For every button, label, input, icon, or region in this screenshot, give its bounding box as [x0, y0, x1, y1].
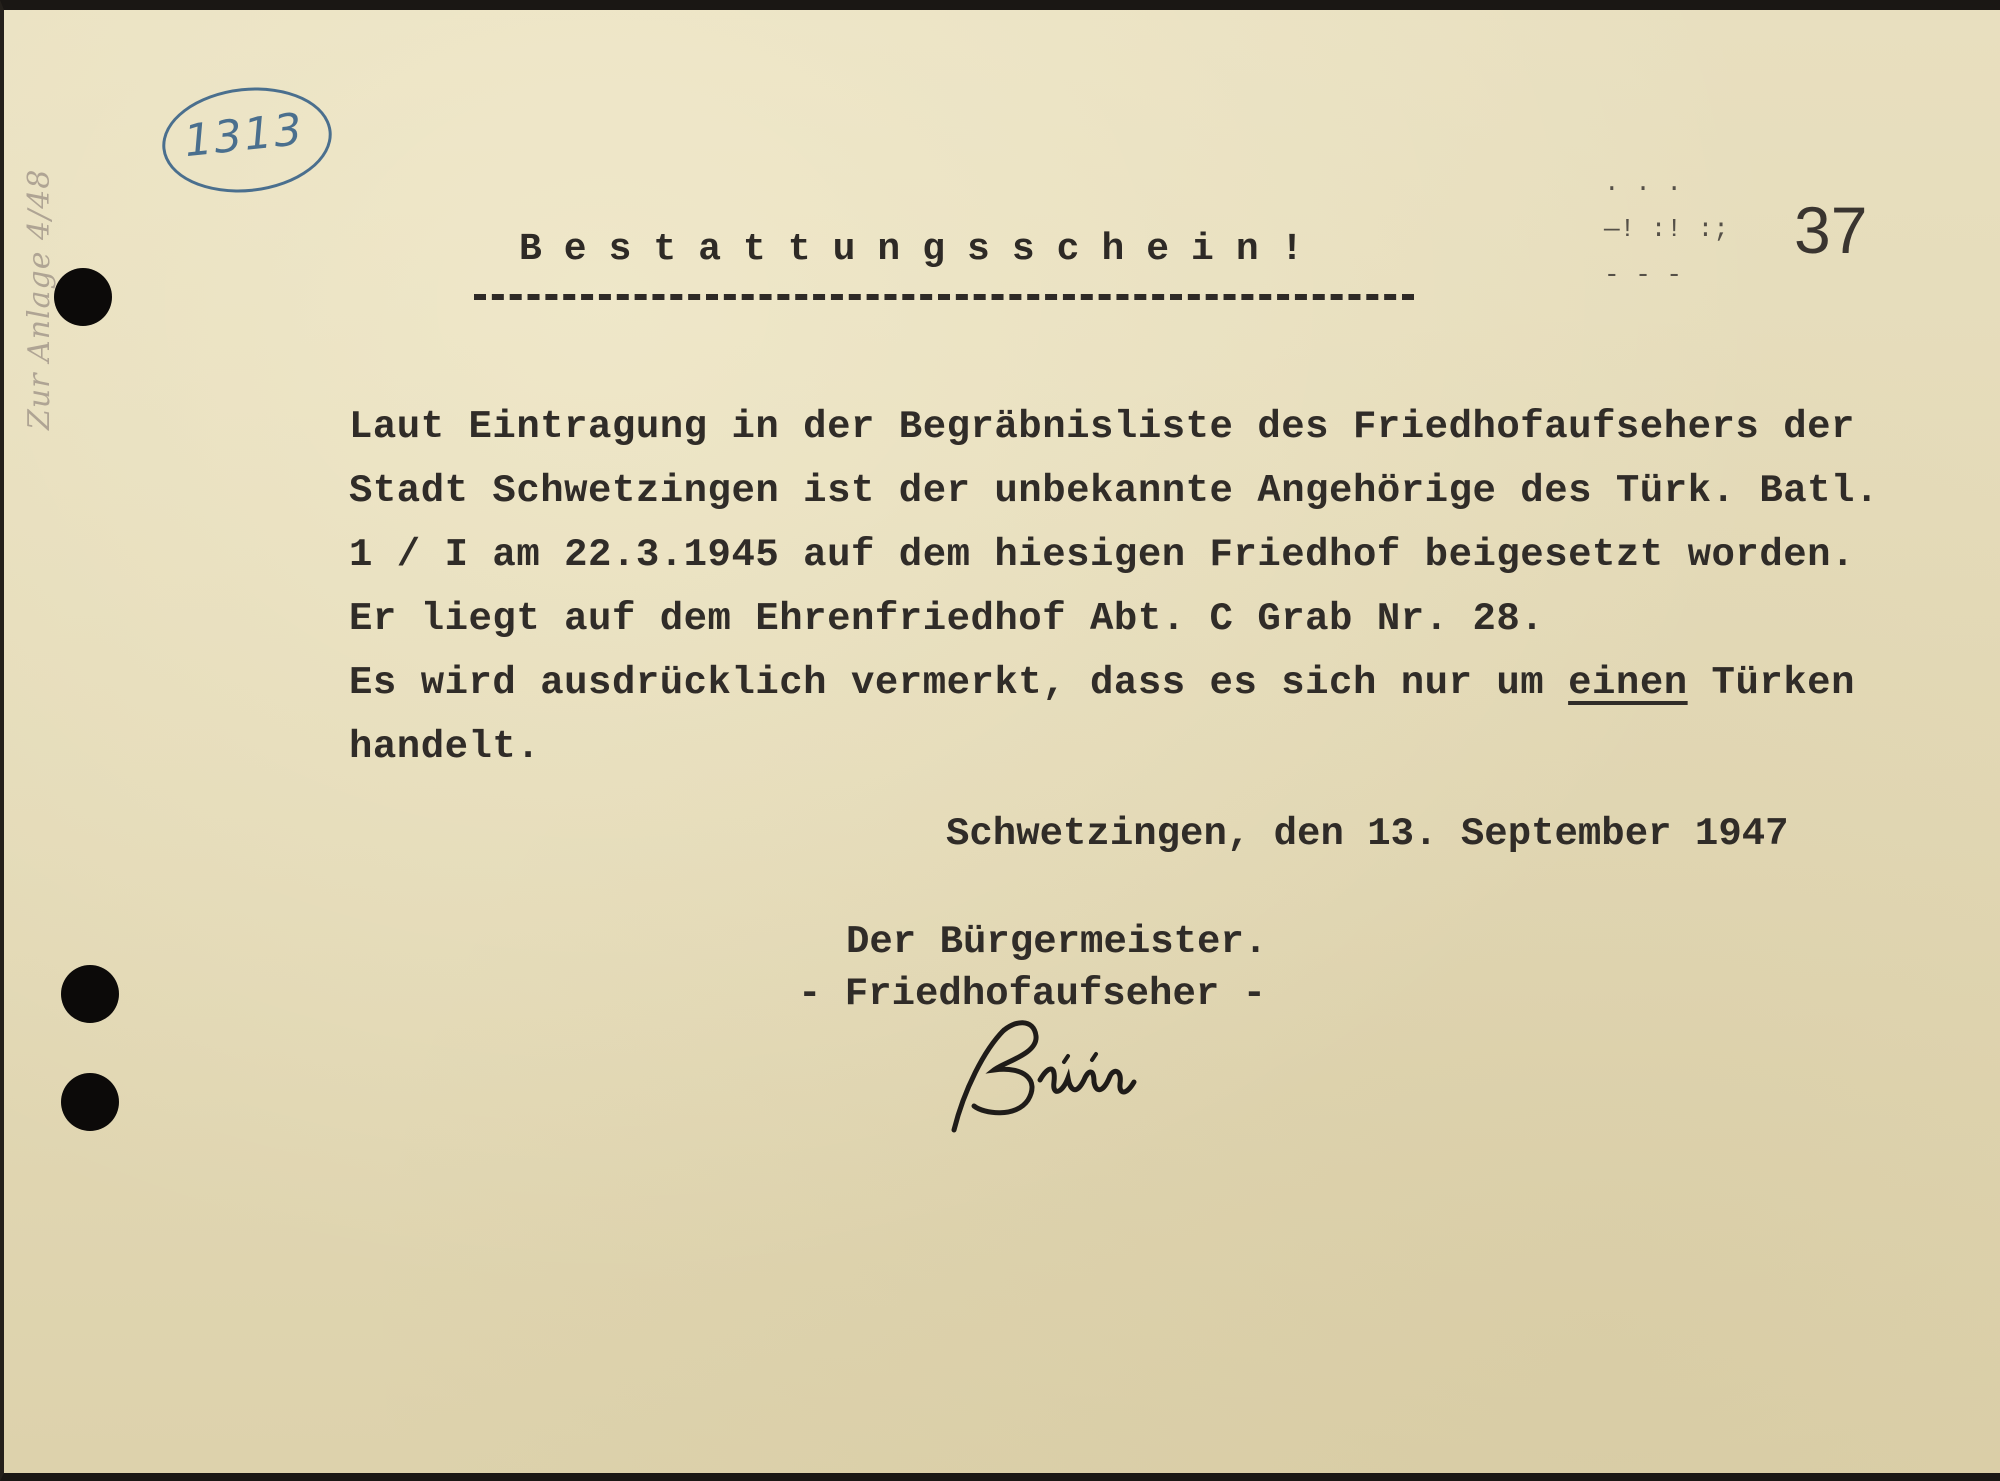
body-line-6: handelt. [349, 725, 541, 769]
handwritten-signature [944, 1010, 1144, 1140]
signer-title: Der Bürgermeister. [846, 920, 1268, 964]
corner-marks: . . . —! :! :; - - - [1604, 168, 1729, 290]
body-line-3: 1 / I am 22.3.1945 auf dem hiesigen Friedhof beigesetzt worden. [349, 533, 1855, 577]
punch-hole-top [54, 268, 112, 326]
body-paragraph [349, 395, 1969, 779]
body-line-2: Stadt Schwetzingen ist der unbekannte Angehörige des Türk. Batl. [349, 469, 1879, 513]
page-number: 37 [1794, 193, 1868, 267]
emphasis-word: einen [1568, 661, 1688, 705]
body-line-1: Laut Eintragung in der Begräbnisliste des Friedhofaufsehers der [349, 405, 1855, 449]
document-title: Bestattungsschein! [519, 228, 1326, 271]
place-date-line: Schwetzingen, den 13. September 1947 [946, 812, 1789, 856]
punch-hole-middle [61, 965, 119, 1023]
body-line-5-start: Es wird ausdrücklich vermerkt, dass es sich nur um [349, 661, 1569, 705]
title-underline [474, 294, 1414, 300]
body-line-4: Er liegt auf dem Ehrenfriedhof Abt. C Grab Nr. 28. [349, 597, 1545, 641]
margin-note: Zur Anlage 4/48 [22, 168, 57, 430]
body-line-5-end: Türken [1687, 661, 1855, 705]
signer-role: - Friedhofaufseher - [798, 972, 1267, 1016]
file-number: 1313 [181, 103, 307, 168]
punch-hole-bottom [61, 1073, 119, 1131]
body-line-5 [349, 651, 1969, 715]
